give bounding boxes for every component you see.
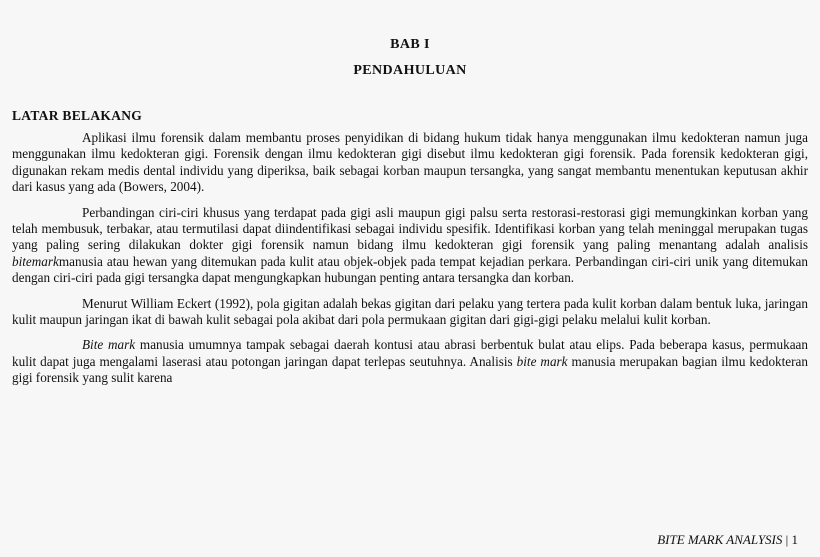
chapter-number: BAB I bbox=[390, 37, 430, 52]
paragraph-4-text-after: manusia merupakan bagian ilmu kedokteran gigi forensik yang sulit karena bbox=[12, 353, 808, 386]
document-page bbox=[12, 0, 808, 557]
paragraph-4-text-mid: manusia umumnya tampak sebagai daerah kontusi atau abrasi berbentuk bulat atau elips. Pada beberapa kasus, permukaan kulit dapat juga mengalami laserasi atau potongan jaringan dapat terlepas seutuhnya. Analisis bbox=[12, 337, 808, 369]
paragraph-3-text: Menurut William Eckert (1992), pola gigitan adalah bekas gigitan dari pelaku yang tertera pada kulit korban dalam bentuk luka, jaringan kulit maupun jaringan ikat di bawah kulit sebagai pola akibat dari pola permukaan gigitan dari gigi-gigi pelaku melalui kulit korban. bbox=[12, 295, 808, 328]
paragraph-4-italic-end: bite mark bbox=[516, 353, 568, 369]
body-text bbox=[12, 130, 808, 396]
chapter-title: PENDAHULUAN bbox=[353, 63, 467, 78]
page-footer bbox=[657, 532, 798, 548]
paragraph-1-text: Aplikasi ilmu forensik dalam membantu proses penyidikan di bidang hukum tidak hanya menggunakan ilmu kedokteran namun juga menggunakan ilmu kedokteran gigi. Forensik dengan ilmu kedokteran gigi disebut ilmu kedokteran gigi forensik. Pada forensik kedokteran gigi, digunakan rekam medis dental individu yang diperiksa, baik sebagai korban maupun tersangka, yang sangat membantu menentukan keputusan akhir dari kasus yang ada (Bowers, 2004). bbox=[12, 130, 808, 195]
paragraph-4 bbox=[12, 337, 808, 386]
paragraph-3 bbox=[12, 296, 808, 329]
paragraph-4-italic-start: Bite mark bbox=[82, 337, 136, 353]
paragraph-2-text-after: manusia atau hewan yang ditemukan pada kulit atau objek-objek pada tempat kejadian perkara. Perbandingan ciri-ciri unik yang ditemukan dengan ciri-ciri pada gigi tersangka dapat mengungkapkan hubungan penting antara tersangka dan korban. bbox=[12, 253, 808, 286]
paragraph-1 bbox=[12, 130, 808, 196]
footer-title: BITE MARK ANALYSIS bbox=[657, 532, 783, 547]
footer-separator: | bbox=[782, 532, 792, 547]
paragraph-2 bbox=[12, 205, 808, 287]
paragraph-2-italic-term: bitemark bbox=[12, 253, 59, 269]
paragraph-2-text-before: Perbandingan ciri-ciri khusus yang terdapat pada gigi asli maupun gigi palsu serta restorasi-restorasi gigi memungkinkan korban yang telah membusuk, terbakar, atau termutilasi dapat diindentifikasi sebagai individu spesifik. Identifikasi korban yang telah meninggal merupakan tugas yang paling sering dilakukan dokter gigi forensik namun bidang ilmu kedokteran gigi forensik yang paling menantang adalah analisis bbox=[12, 204, 808, 253]
section-heading: LATAR BELAKANG bbox=[12, 108, 143, 123]
page-number: 1 bbox=[791, 532, 798, 547]
